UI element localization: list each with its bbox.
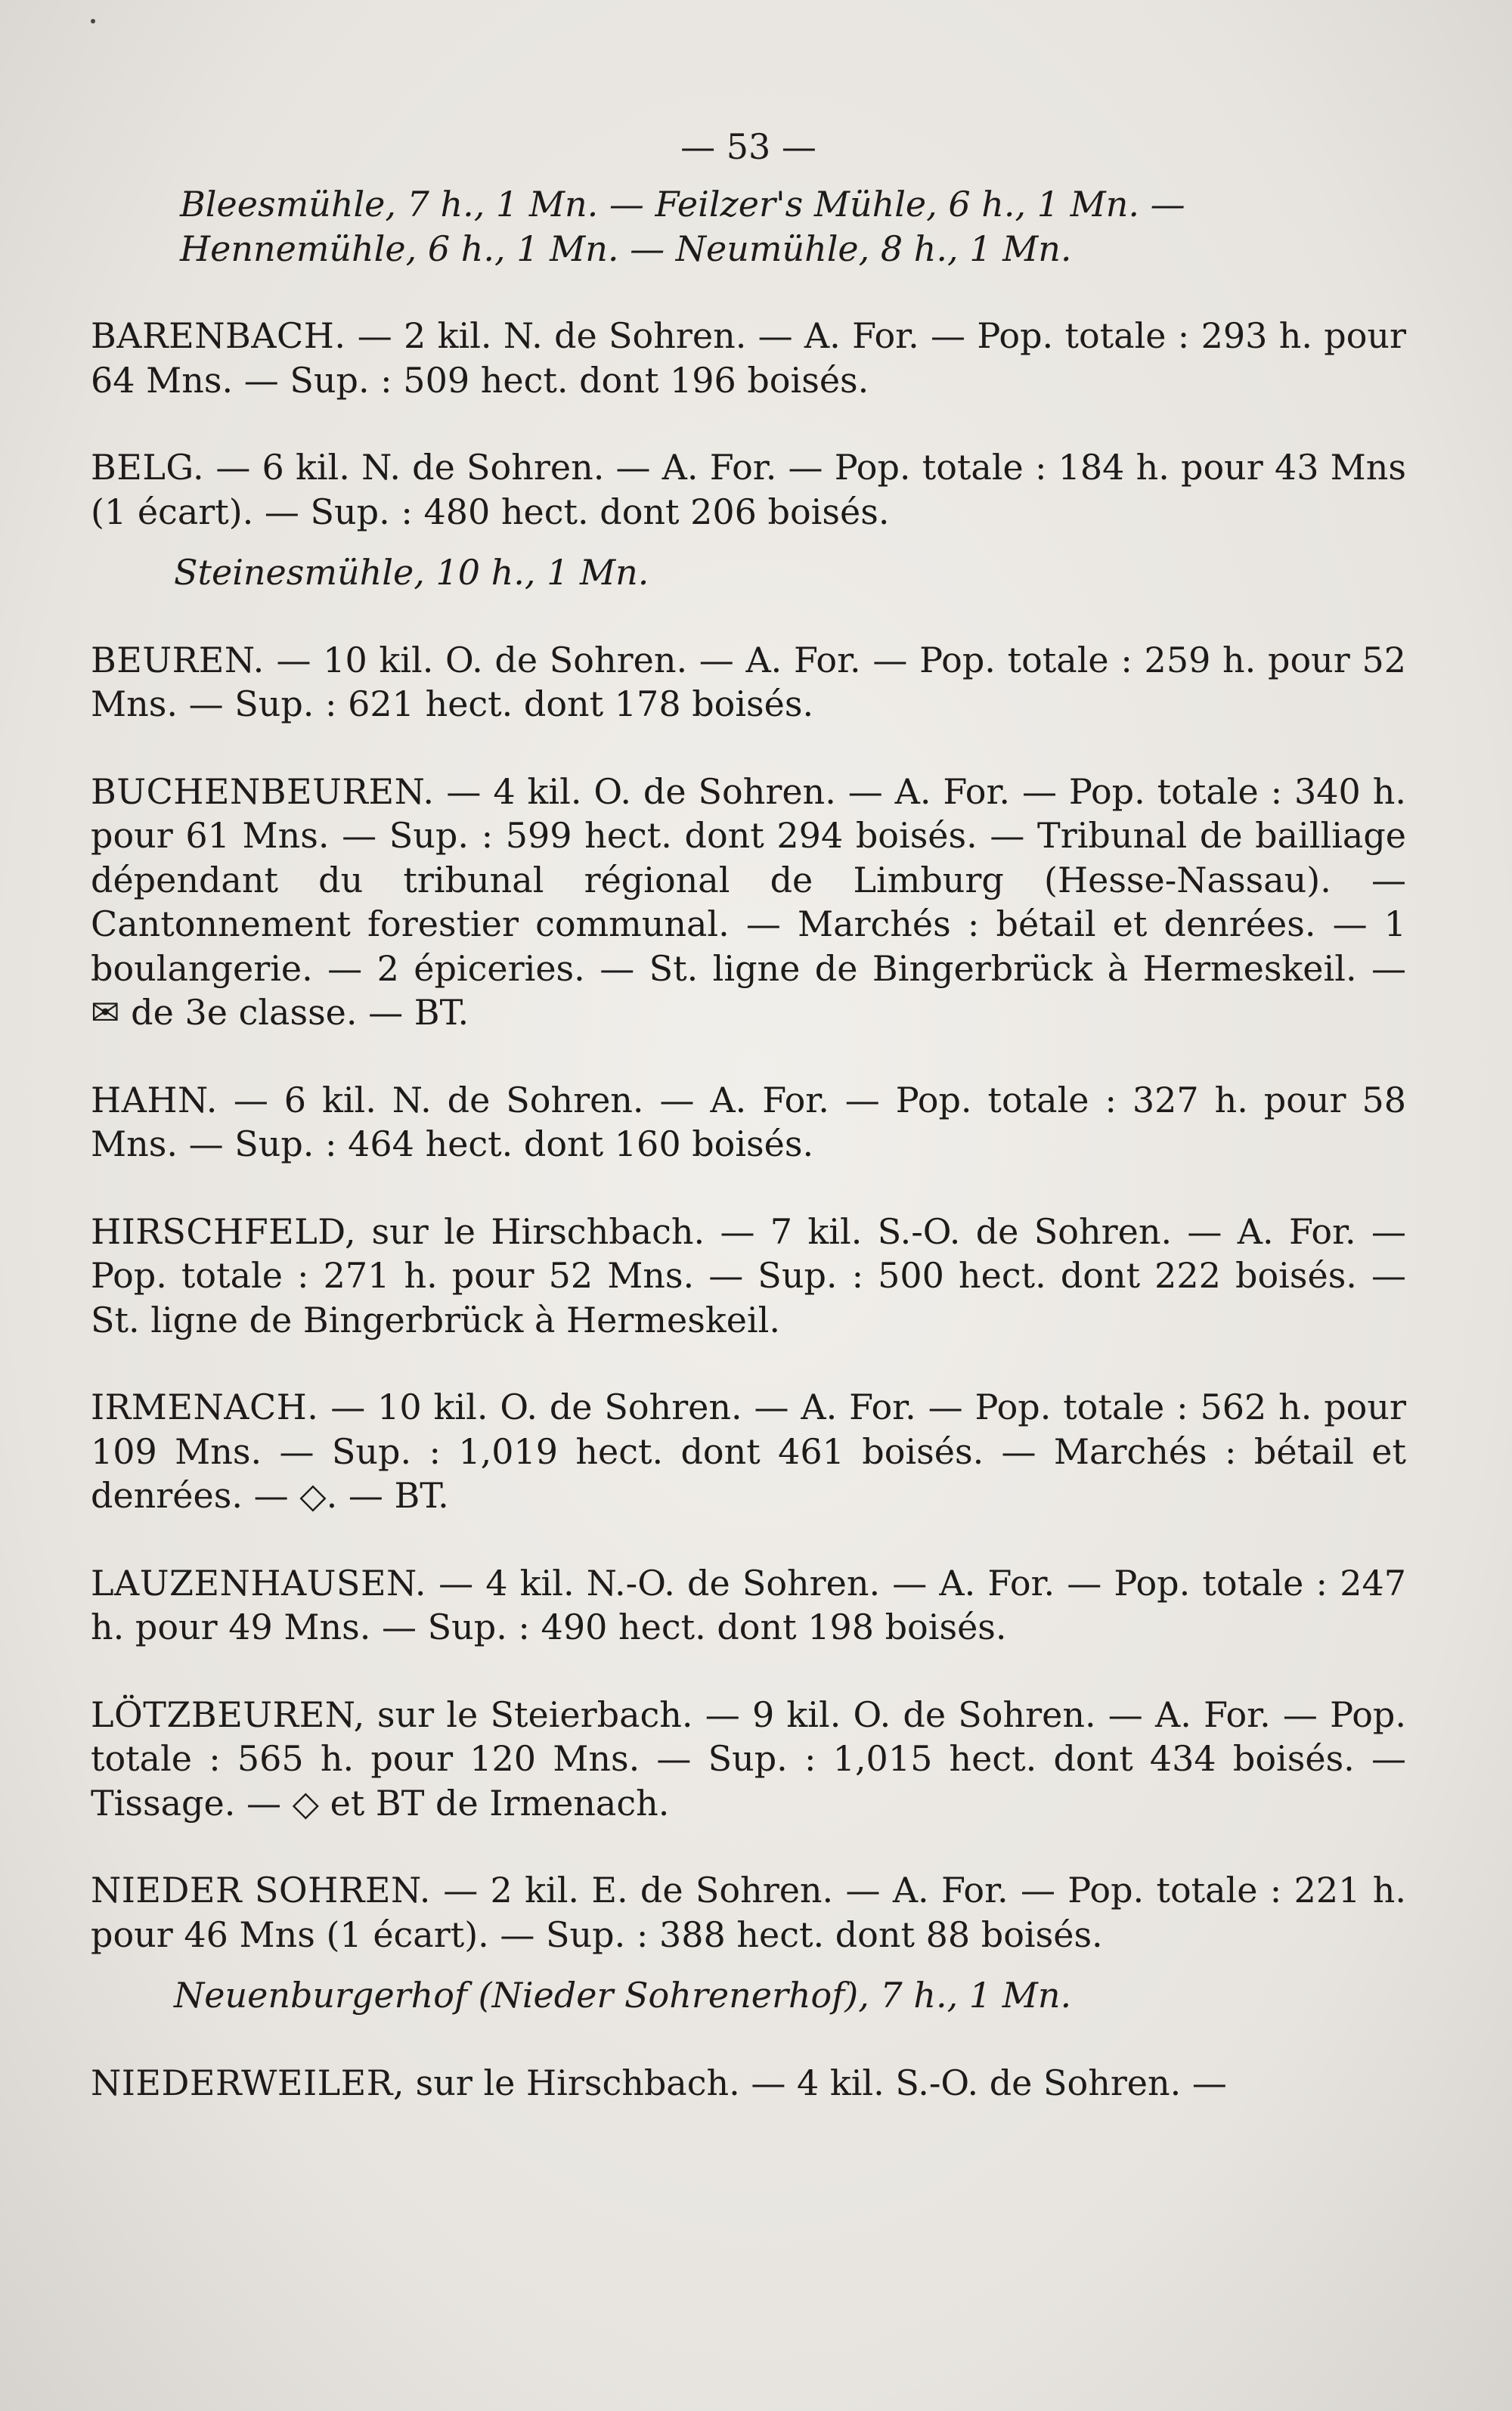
entry-text: sur le Hirschbach. — 7 kil. S.-O. de Sohren. — A. For. — Pop. totale : 271 h. pour 52 Mns. — Sup. : 500 hect. dont 222 boisés. — St. ligne de Bingerbrück à Hermeskeil. <box>91 1210 1406 1340</box>
entry-name: BUCHENBEUREN. <box>91 770 435 812</box>
entry-text: — 6 kil. N. de Sohren. — A. For. — Pop. totale : 184 h. pour 43 Mns (1 écart). — Sup. : 480 hect. dont 206 boisés. <box>91 447 1406 532</box>
entry-name: IRMENACH. <box>91 1387 319 1427</box>
entry-nieder-sohren <box>91 1868 1406 1957</box>
entry-name: BEUREN. <box>91 639 265 680</box>
sub-entry-steinesmuhle: Steinesmühle, 10 h., 1 Mn. <box>174 552 649 593</box>
entry-hirschfeld <box>91 1210 1406 1343</box>
entry-niederweiler <box>91 2061 1406 2106</box>
mill-list: Bleesmühle, 7 h., 1 Mn. — Feilzer's Mühle, 6 h., 1 Mn. — Hennemühle, 6 h., 1 Mn. — Neumühle, 8 h., 1 Mn. <box>180 184 1185 269</box>
entry-irmenach <box>91 1385 1406 1518</box>
entry-barenbach <box>91 314 1406 402</box>
entry-buchenbeuren <box>91 770 1406 1035</box>
page-text <box>91 125 1406 2148</box>
ink-speck <box>91 19 95 23</box>
entry-text: sur le Steierbach. — 9 kil. O. de Sohren. — A. For. — Pop. totale : 565 h. pour 120 Mns. — Sup. : 1,015 hect. dont 434 boisés. — Tissage. — ◇ et BT de Irmenach. <box>91 1694 1406 1824</box>
entry-text: — 4 kil. O. de Sohren. — A. For. — Pop. totale : 340 h. pour 61 Mns. — Sup. : 599 hect. dont 294 boisés. — Tribunal de bailliage dépendant du tribunal régional de Limburg (Hesse-Nassau). — Cantonnement forestier communal. — Marchés : bétail et denrées. — 1 boulangerie. — 2 épiceries. — St. ligne de Bingerbrück à Hermeskeil. — ✉ de 3e classe. — BT. <box>91 770 1406 1033</box>
entry-lauzenhausen <box>91 1561 1406 1650</box>
entry-text: — 6 kil. N. de Sohren. — A. For. — Pop. totale : 327 h. pour 58 Mns. — Sup. : 464 hect. dont 160 boisés. <box>91 1079 1406 1164</box>
entry-text: sur le Hirschbach. — 4 kil. S.-O. de Sohren. — <box>404 2062 1227 2103</box>
entry-hahn <box>91 1078 1406 1167</box>
entry-text: — 10 kil. O. de Sohren. — A. For. — Pop. totale : 562 h. pour 109 Mns. — Sup. : 1,019 hect. dont 461 boisés. — Marchés : bétail et denrées. — ◇. — BT. <box>91 1387 1406 1516</box>
entry-name: HAHN. <box>91 1079 218 1120</box>
entry-text: — 10 kil. O. de Sohren. — A. For. — Pop. totale : 259 h. pour 52 Mns. — Sup. : 621 hect. dont 178 boisés. <box>91 639 1406 724</box>
entry-text: — 4 kil. N.-O. de Sohren. — A. For. — Pop. totale : 247 h. pour 49 Mns. — Sup. : 490 hect. dont 198 boisés. <box>91 1562 1406 1647</box>
entry-name: NIEDERWEILER, <box>91 2062 404 2103</box>
entry-name: LÖTZBEUREN, <box>91 1694 365 1735</box>
entry-name: LAUZENHAUSEN. <box>91 1562 426 1604</box>
entry-text: — 2 kil. N. de Sohren. — A. For. — Pop. totale : 293 h. pour 64 Mns. — Sup. : 509 hect. dont 196 boisés. <box>91 315 1406 401</box>
sub-entry-neuenburgerhof: Neuenburgerhof (Nieder Sohrenerhof), 7 h., 1 Mn. <box>174 1975 1072 2016</box>
entry-name: BARENBACH. <box>91 315 346 356</box>
entry-name: BELG. <box>91 447 205 488</box>
entry-beuren <box>91 638 1406 727</box>
entry-lotzbeuren <box>91 1693 1406 1826</box>
entry-name: NIEDER SOHREN. <box>91 1870 431 1911</box>
entry-belg <box>91 445 1406 534</box>
page-number: — 53 — <box>680 126 816 167</box>
entry-text: — 2 kil. E. de Sohren. — A. For. — Pop. totale : 221 h. pour 46 Mns (1 écart). — Sup. : 388 hect. dont 88 boisés. <box>91 1870 1406 1955</box>
entry-name: HIRSCHFELD, <box>91 1210 357 1252</box>
